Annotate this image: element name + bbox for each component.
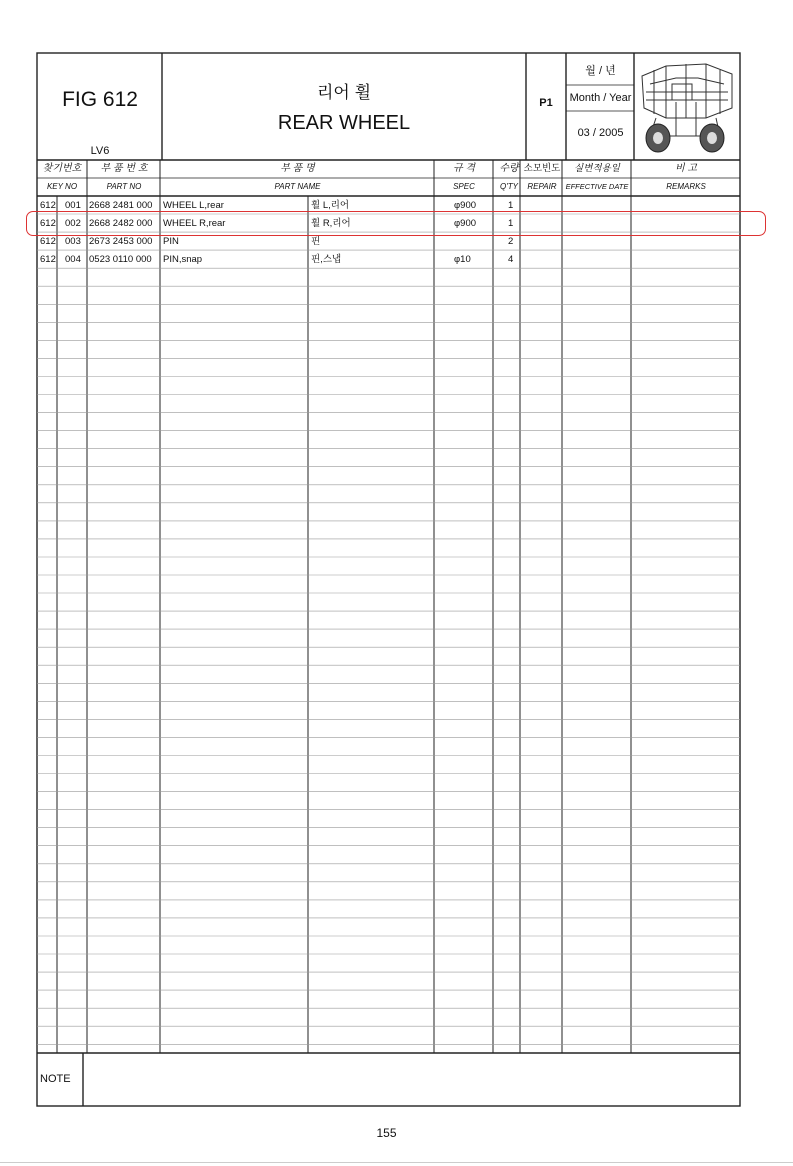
month-year-korean: 월 / 년: [585, 65, 616, 77]
key-no: 004: [65, 254, 81, 265]
qty: 1: [508, 218, 514, 229]
part-name-ko: 휠 R,리어: [311, 218, 351, 229]
scan-edge-line: [0, 1162, 793, 1163]
title-korean: 리어 휠: [317, 83, 371, 102]
page-number: 155: [376, 1126, 397, 1140]
part-name-en: PIN: [163, 236, 179, 247]
month-year-english: Month / Year: [569, 92, 632, 104]
col-part-no-en: PART NO: [106, 182, 142, 191]
part-no: 2673 2453 000: [89, 236, 153, 247]
qty: 2: [508, 236, 514, 247]
figure-number: FIG 612: [62, 88, 138, 111]
col-qty-en: Q'TY: [500, 182, 518, 191]
title-english: REAR WHEEL: [277, 112, 411, 134]
spec: φ10: [454, 254, 471, 265]
col-remarks-en: REMARKS: [666, 182, 706, 191]
key-no: 002: [65, 218, 81, 229]
spec: φ900: [454, 200, 477, 211]
key-fig: 612: [40, 200, 56, 211]
qty: 1: [508, 200, 514, 211]
part-no: 0523 0110 000: [89, 254, 152, 265]
col-remarks-ko: 비 고: [674, 163, 698, 174]
key-fig: 612: [40, 236, 56, 247]
col-repair-en: REPAIR: [527, 182, 557, 191]
key-no: 001: [65, 200, 81, 211]
col-part-no-ko: 부 품 번 호: [100, 163, 148, 174]
col-qty-ko: 수량: [499, 163, 519, 174]
qty: 4: [508, 254, 514, 265]
col-spec-en: SPEC: [453, 182, 475, 191]
col-key-no-ko: 찾기번호: [42, 163, 82, 174]
key-fig: 612: [40, 218, 56, 229]
col-spec-ko: 규 격: [452, 163, 476, 174]
page-code: P1: [539, 97, 553, 109]
key-no: 003: [65, 236, 81, 247]
part-name-ko: 핀: [311, 236, 321, 247]
part-no: 2668 2481 000: [89, 200, 153, 211]
col-part-name-ko: 부 품 명: [280, 163, 315, 174]
issue-date: 03 / 2005: [577, 127, 624, 139]
col-effective-date-en: EFFECTIVE DATE: [565, 182, 629, 191]
key-fig: 612: [40, 254, 56, 265]
note-label: NOTE: [40, 1073, 71, 1085]
col-effective-date-ko: 실변적용일: [574, 163, 620, 174]
col-repair-ko: 소모빈도: [523, 163, 561, 174]
spec: φ900: [454, 218, 477, 229]
rice-transplanter-illustration-icon: [636, 56, 738, 156]
part-name-ko: 핀,스냅: [311, 254, 342, 265]
row-highlight-marker: [26, 211, 766, 236]
level-label: LV6: [90, 145, 110, 157]
part-name-ko: 휠 L,리어: [311, 200, 350, 211]
part-name-en: WHEEL L,rear: [163, 200, 224, 211]
table-row: [38, 234, 738, 252]
part-name-en: PIN,snap: [163, 254, 203, 265]
table-row: [38, 252, 738, 270]
part-no: 2668 2482 000: [89, 218, 153, 229]
col-part-name-en: PART NAME: [274, 182, 321, 191]
part-name-en: WHEEL R,rear: [163, 218, 226, 229]
col-key-no-en: KEY NO: [46, 182, 78, 191]
